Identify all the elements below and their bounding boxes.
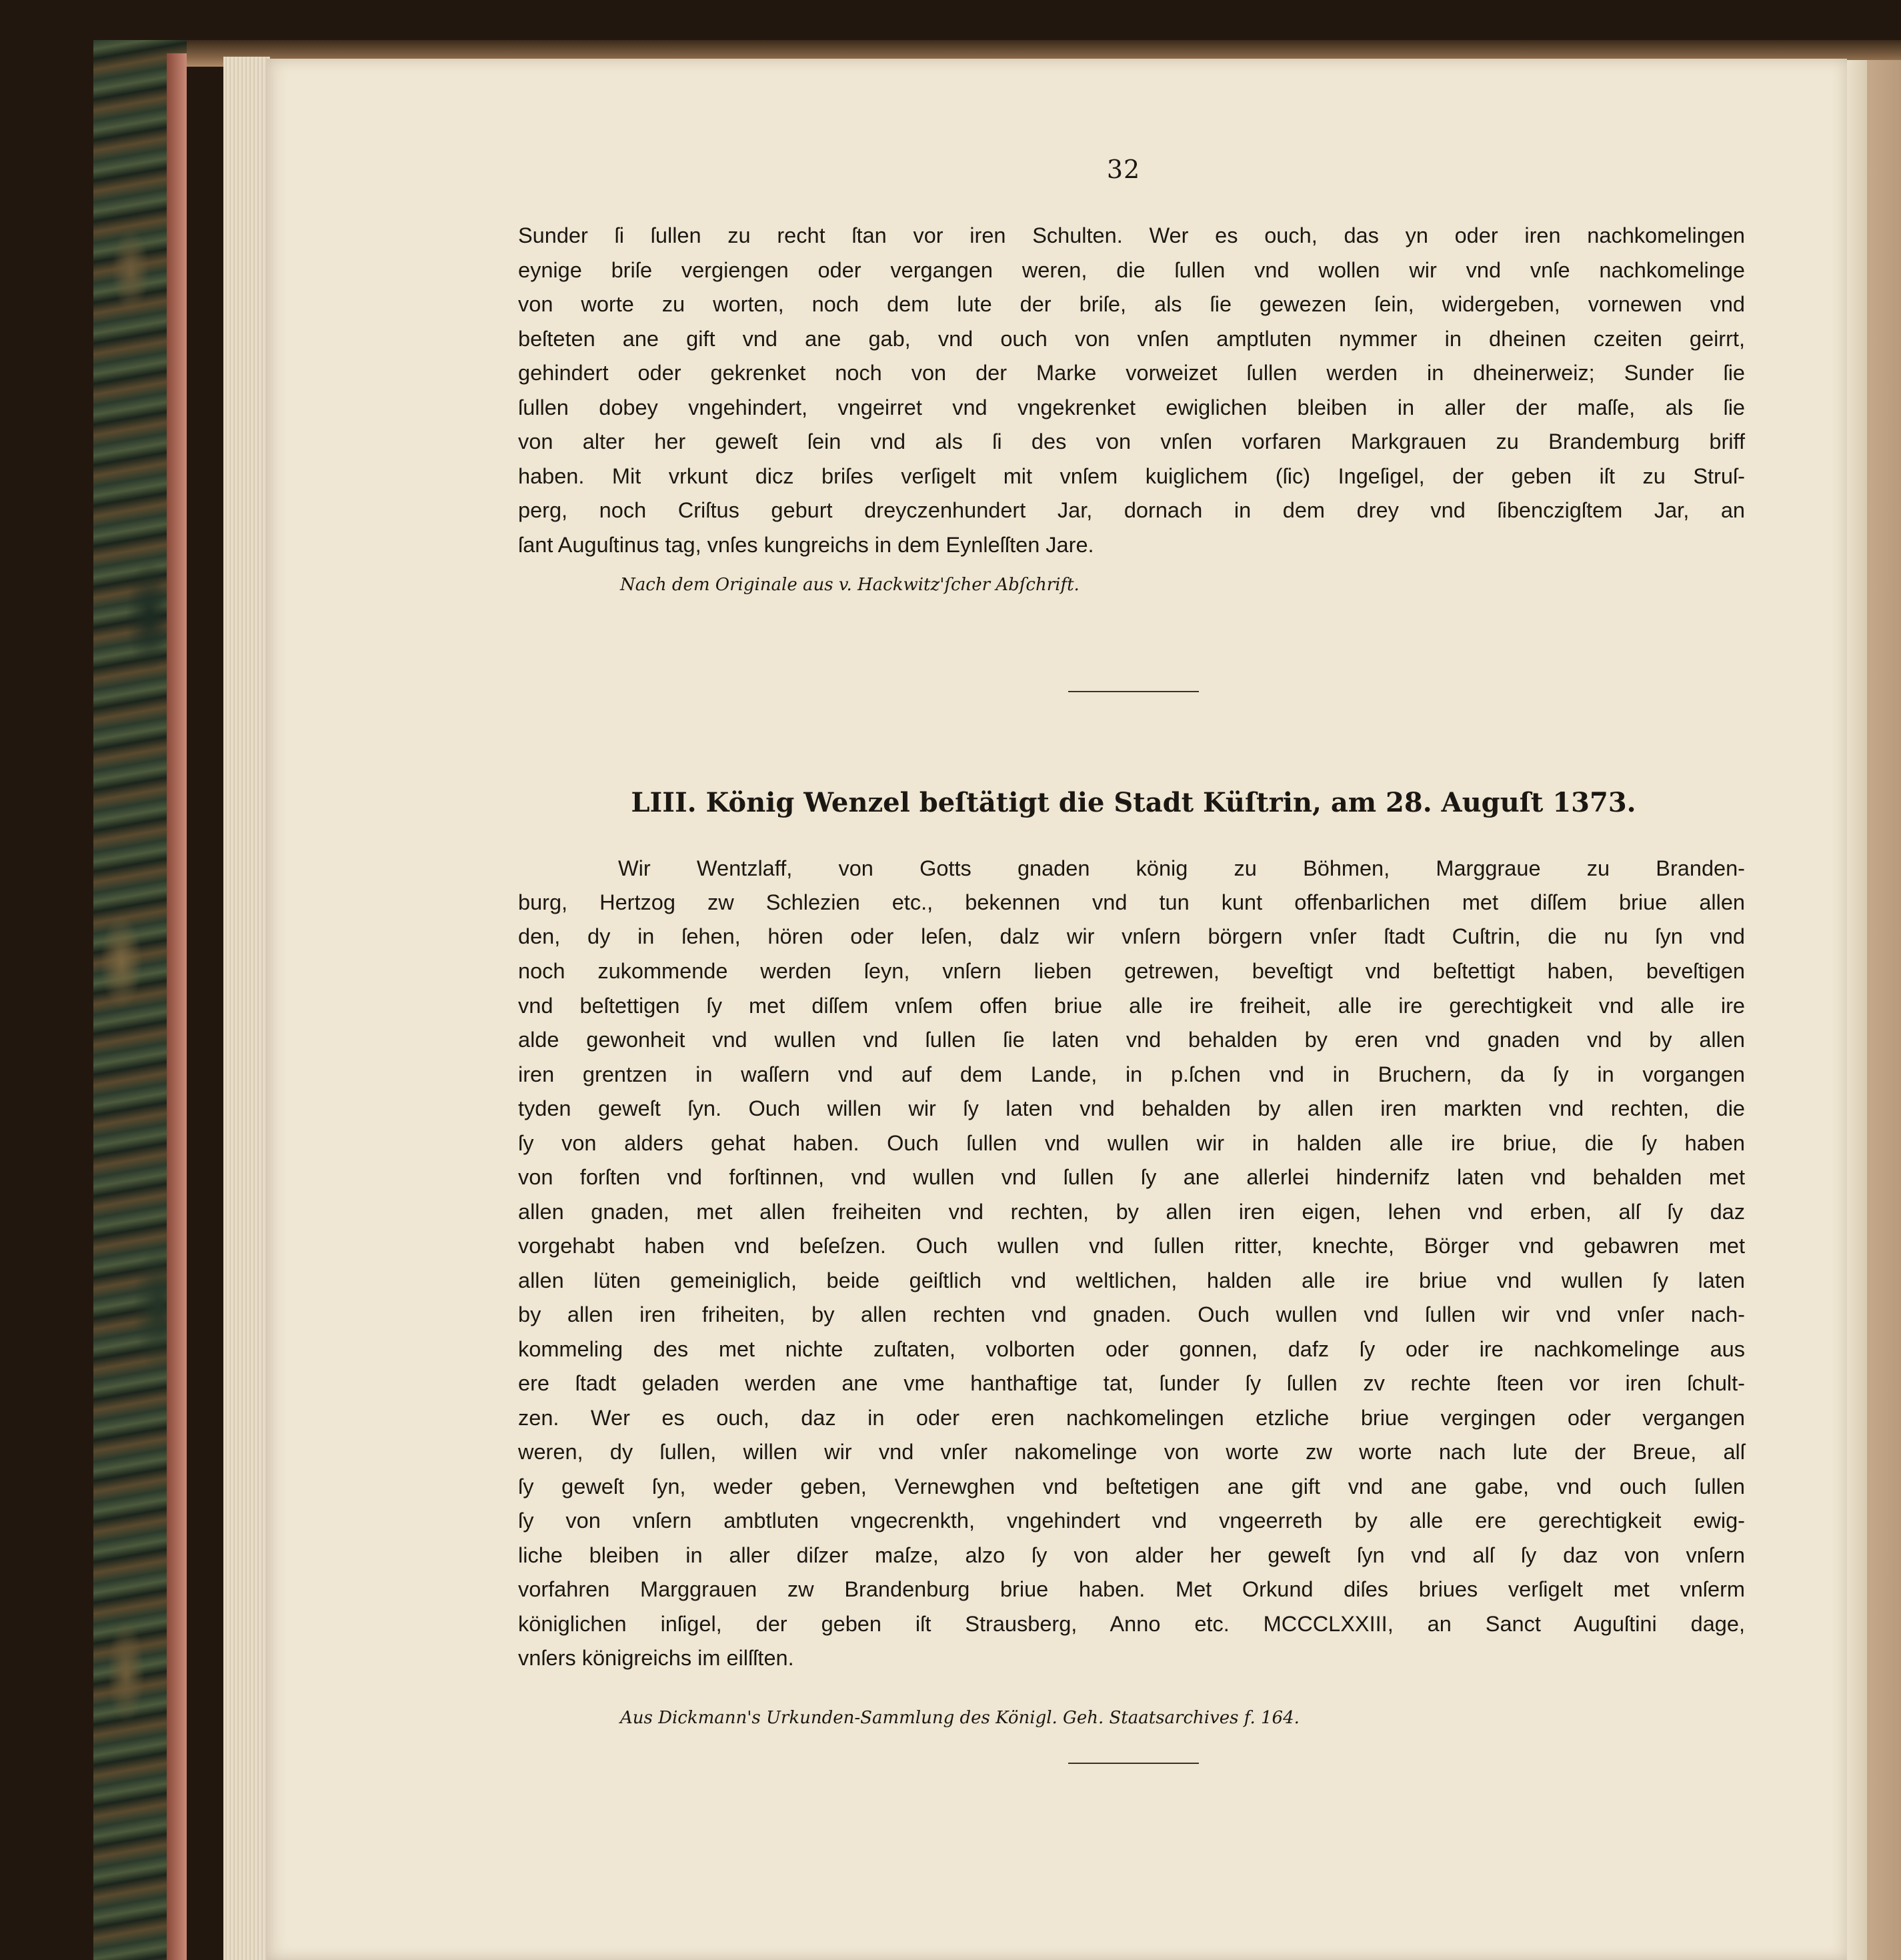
end-rule xyxy=(1068,1763,1199,1764)
page-number: 32 xyxy=(1106,155,1141,184)
prev-text-line: gehindert oder gekrenket noch von der Marke vorweizet ſullen werden in dheinerweiz; Sunder ſie xyxy=(518,361,1745,385)
doc-text-line: kommeling des met nichte zuſtaten, volborten oder gonnen, dafz ſy oder ire nachkomelinge aus xyxy=(518,1337,1745,1361)
doc-text-line: vnd beſtettigen ſy met diſſem vnſem offen briue alle ire freiheit, alle ire gerechtigkeit vnd alle ire xyxy=(518,994,1745,1018)
prev-text-line: ſullen dobey vngehindert, vngeirret vnd vngekrenket ewiglichen bleiben in aller der maſſe, als ſie xyxy=(518,395,1745,419)
doc-text-line: allen gnaden, met allen freiheiten vnd rechten, by allen iren eigen, lehen vnd erben, alſ ſy daz xyxy=(518,1200,1745,1224)
doc-text-line: zen. Wer es ouch, daz in oder eren nachkomelingen etzliche briue vergingen oder vergangen xyxy=(518,1406,1745,1430)
doc-text-line: noch zukommende werden ſeyn, vnſern lieben getrewen, beveſtigt vnd beſtettigt haben, beveſtigen xyxy=(518,959,1745,983)
doc-text-line: Wir Wentzlaff, von Gotts gnaden könig zu Böhmen, Marggraue zu Branden- xyxy=(618,856,1745,880)
doc-text-line: tyden geweſt ſyn. Ouch willen wir ſy laten vnd behalden by allen iren markten vnd rechten, die xyxy=(518,1096,1745,1120)
prev-text-line: eynige briſe vergiengen oder vergangen weren, die ſullen vnd wollen wir vnd vnſe nachkomelinge xyxy=(518,258,1745,282)
doc-text-line: burg, Hertzog zw Schlezien etc., bekennen vnd tun kunt offenbarlichen met diſſem briue allen xyxy=(518,890,1745,914)
doc-text-line: vnſers königreichs im eilſſten. xyxy=(518,1646,794,1670)
prev-text-line: beſteten ane gift vnd ane gab, vnd ouch von vnſen amptluten nymmer in dheinen czeiten geirrt, xyxy=(518,327,1745,351)
doc-text-line: ſy geweſt ſyn, weder geben, Vernewghen vnd beſtetigen ane gift vnd ane gabe, vnd ouch ſullen xyxy=(518,1475,1745,1499)
doc-text-line: allen lüten gemeiniglich, beide geiſtlich vnd weltlichen, halden alle ire briue vnd wullen ſy laten xyxy=(518,1268,1745,1292)
doc-text-line: königlichen inſigel, der geben iſt Strausberg, Anno etc. MCCCLXXIII, an Sanct Auguſtini dage, xyxy=(518,1612,1745,1636)
prev-text-line: haben. Mit vrkunt dicz briſes verſigelt mit vnſem kuiglichem (ſic) Ingeſigel, der geben iſt zu Struſ- xyxy=(518,464,1745,488)
doc-text-line: iren grentzen in waſſern vnd auf dem Lande, in p.ſchen vnd in Bruchern, da ſy in vorgangen xyxy=(518,1062,1745,1086)
doc-text-line: liche bleiben in aller diſzer maſze, alzo ſy von alder her geweſt ſyn vnd alſ ſy daz von vnſern xyxy=(518,1543,1745,1567)
prev-text-line: von alter her geweſt ſein vnd als ſi des von vnſen vorfaren Markgrauen zu Brandemburg briff xyxy=(518,429,1745,453)
doc-text-line: vorfahren Marggrauen zw Brandenburg briue haben. Met Orkund diſes briues verſigelt met vnſerm xyxy=(518,1577,1745,1601)
doc-text-line: alde gewonheit vnd wullen vnd ſullen ſie laten vnd behalden by eren vnd gnaden vnd by allen xyxy=(518,1028,1745,1052)
prev-text-line: perg, noch Criſtus geburt dreyczenhundert Jar, dornach in dem drey vnd ſibenczigſtem Jar, an xyxy=(518,498,1745,522)
prev-text-line: ſant Auguſtinus tag, vnſes kungreichs in dem Eynleſſten Jare. xyxy=(518,533,1094,557)
doc-text-line: vorgehabt haben vnd beſeſzen. Ouch wullen vnd ſullen ritter, knechte, Börger vnd gebawren met xyxy=(518,1234,1745,1258)
document-heading: LIII. König Wenzel beſtätigt die Stadt Küſtrin, am 28. Auguſt 1373. xyxy=(631,787,1636,818)
page-edges-stack xyxy=(223,57,270,1960)
prev-text-line: von worte zu worten, noch dem lute der briſe, als ſie gewezen ſein, widergeben, vornewen vnd xyxy=(518,292,1745,316)
prev-source-note: Nach dem Originale aus v. Hackwitz'ſcher Abſchrift. xyxy=(620,575,1080,595)
doc-text-line: by allen iren friheiten, by allen rechten vnd gnaden. Ouch wullen vnd ſullen wir vnd vnſer nach- xyxy=(518,1302,1745,1326)
doc-text-line: ſy von alders gehat haben. Ouch ſullen vnd wullen wir in halden alle ire briue, die ſy haben xyxy=(518,1131,1745,1155)
doc-text-line: ſy von vnſern ambtluten vngecrenkth, vngehindert vnd vngeerreth by alle ere gerechtigkeit ewig- xyxy=(518,1509,1745,1533)
doc-text-line: von forſten vnd forſtinnen, vnd wullen vnd ſullen ſy ane allerlei hindernifz laten vnd behalden met xyxy=(518,1165,1745,1189)
doc-source-note: Aus Dickmann's Urkunden-Sammlung des Königl. Geh. Staatsarchives f. 164. xyxy=(620,1708,1300,1728)
cover-leather-edge xyxy=(167,53,187,1960)
section-rule xyxy=(1068,691,1199,692)
doc-text-line: ere ſtadt geladen werden ane vme hanthaftige tat, ſunder ſy ſullen zv rechte ſteen vor iren ſchult- xyxy=(518,1371,1745,1395)
prev-text-line: Sunder ſi ſullen zu recht ſtan vor iren Schulten. Wer es ouch, das yn oder iren nachkomelingen xyxy=(518,223,1745,247)
doc-text-line: den, dy in ſehen, hören oder leſen, dalz wir vnſern börgern vnſer ſtadt Cuſtrin, die nu ſyn vnd xyxy=(518,924,1745,948)
doc-text-line: weren, dy ſullen, willen wir vnd vnſer nakomelinge von worte zw worte nach lute der Breue, alſ xyxy=(518,1440,1745,1464)
